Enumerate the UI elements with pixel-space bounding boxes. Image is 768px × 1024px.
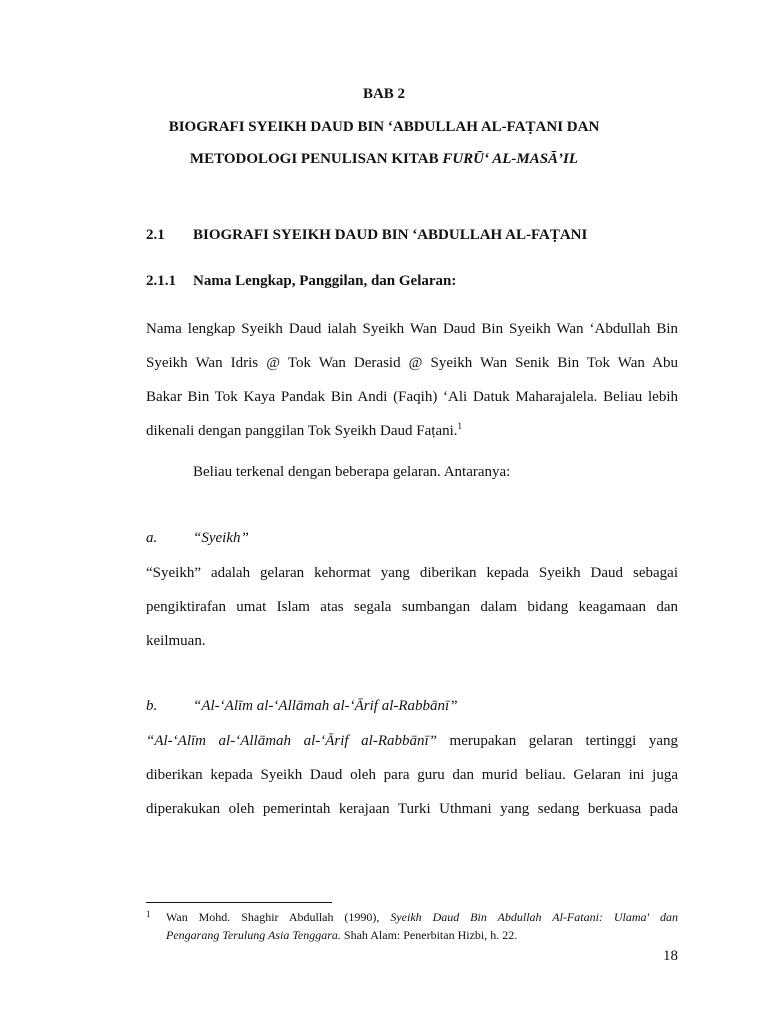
paragraph-intro: Beliau terkenal dengan beberapa gelaran. Antaranya:	[193, 464, 511, 480]
item-b-body	[146, 724, 678, 826]
book-title: FURŪ‘ AL-MASĀ’IL	[442, 151, 579, 167]
paragraph-name	[146, 312, 678, 448]
footnote-book-title: Syeikh Daud Bin Abdullah Al-Fatani: Ulama' dan	[390, 910, 678, 924]
paragraph-line-text: dikenali dengan panggilan Tok Syeikh Daud Faṭani.	[146, 423, 458, 439]
item-b-marker: b.	[146, 698, 158, 714]
footnote-number: 1	[146, 909, 151, 919]
footnote-text	[166, 908, 678, 944]
item-a-marker: a.	[146, 530, 158, 546]
subsection-number: 2.1.1	[146, 273, 176, 289]
chapter-label: BAB 2	[362, 86, 406, 102]
paragraph-line-text: merupakan gelaran tertinggi yang	[437, 733, 678, 749]
paragraph-line: Nama lengkap Syeikh Daud ialah Syeikh Wan Daud Bin Syeikh Wan ‘Abdullah Bin	[146, 321, 678, 337]
chapter-title-line2	[0, 151, 768, 168]
section-title: BIOGRAFI SYEIKH DAUD BIN ‘ABDULLAH AL-FAṬANI	[193, 227, 588, 243]
paragraph-line	[146, 414, 678, 448]
footnote-publisher: Shah Alam: Penerbitan Hizbi, h. 22.	[340, 928, 518, 942]
paragraph-line: Bakar Bin Tok Kaya Pandak Bin Andi (Faqih) ‘Ali Datuk Maharajalela. Beliau lebih	[146, 389, 678, 405]
footnote-line	[166, 908, 678, 926]
paragraph-line: pengiktirafan umat Islam atas segala sumbangan dalam bidang keagamaan dan	[146, 599, 678, 615]
footnote-separator	[146, 902, 332, 903]
section-number: 2.1	[146, 227, 165, 243]
footnote-author: Wan Mohd. Shaghir Abdullah (1990),	[166, 910, 391, 924]
footnote-book-title-cont: Pengarang Terulung Asia Tenggara.	[166, 928, 341, 942]
item-b-title: “Al-‘Alīm al-‘Allāmah al-‘Ārif al-Rabbānī”	[193, 698, 458, 714]
chapter-title-line1: BIOGRAFI SYEIKH DAUD BIN ‘ABDULLAH AL-FAṬANI DAN	[168, 119, 600, 135]
paragraph-line: diberikan kepada Syeikh Daud oleh para guru dan murid beliau. Gelaran ini juga	[146, 767, 678, 783]
item-a-body	[146, 556, 678, 658]
chapter-title-prefix: METODOLOGI PENULISAN KITAB	[189, 151, 443, 167]
footnote-line	[166, 926, 678, 944]
subsection-title: Nama Lengkap, Panggilan, dan Gelaran:	[193, 273, 457, 289]
item-a-title: “Syeikh”	[193, 530, 249, 546]
paragraph-line: keilmuan.	[146, 633, 206, 649]
page-number: 18	[663, 948, 678, 964]
paragraph-line: diperakukan oleh pemerintah kerajaan Turki Uthmani yang sedang berkuasa pada	[146, 801, 678, 817]
paragraph-line: “Syeikh” adalah gelaran kehormat yang diberikan kepada Syeikh Daud sebagai	[146, 565, 678, 581]
footnote-reference: 1	[457, 421, 463, 431]
paragraph-line: Syeikh Wan Idris @ Tok Wan Derasid @ Syeikh Wan Senik Bin Tok Wan Abu	[146, 355, 678, 371]
paragraph-line	[146, 724, 678, 758]
gelaran-title-inline: “Al-‘Alīm al-‘Allāmah al-‘Ārif al-Rabbānī”	[146, 733, 437, 749]
